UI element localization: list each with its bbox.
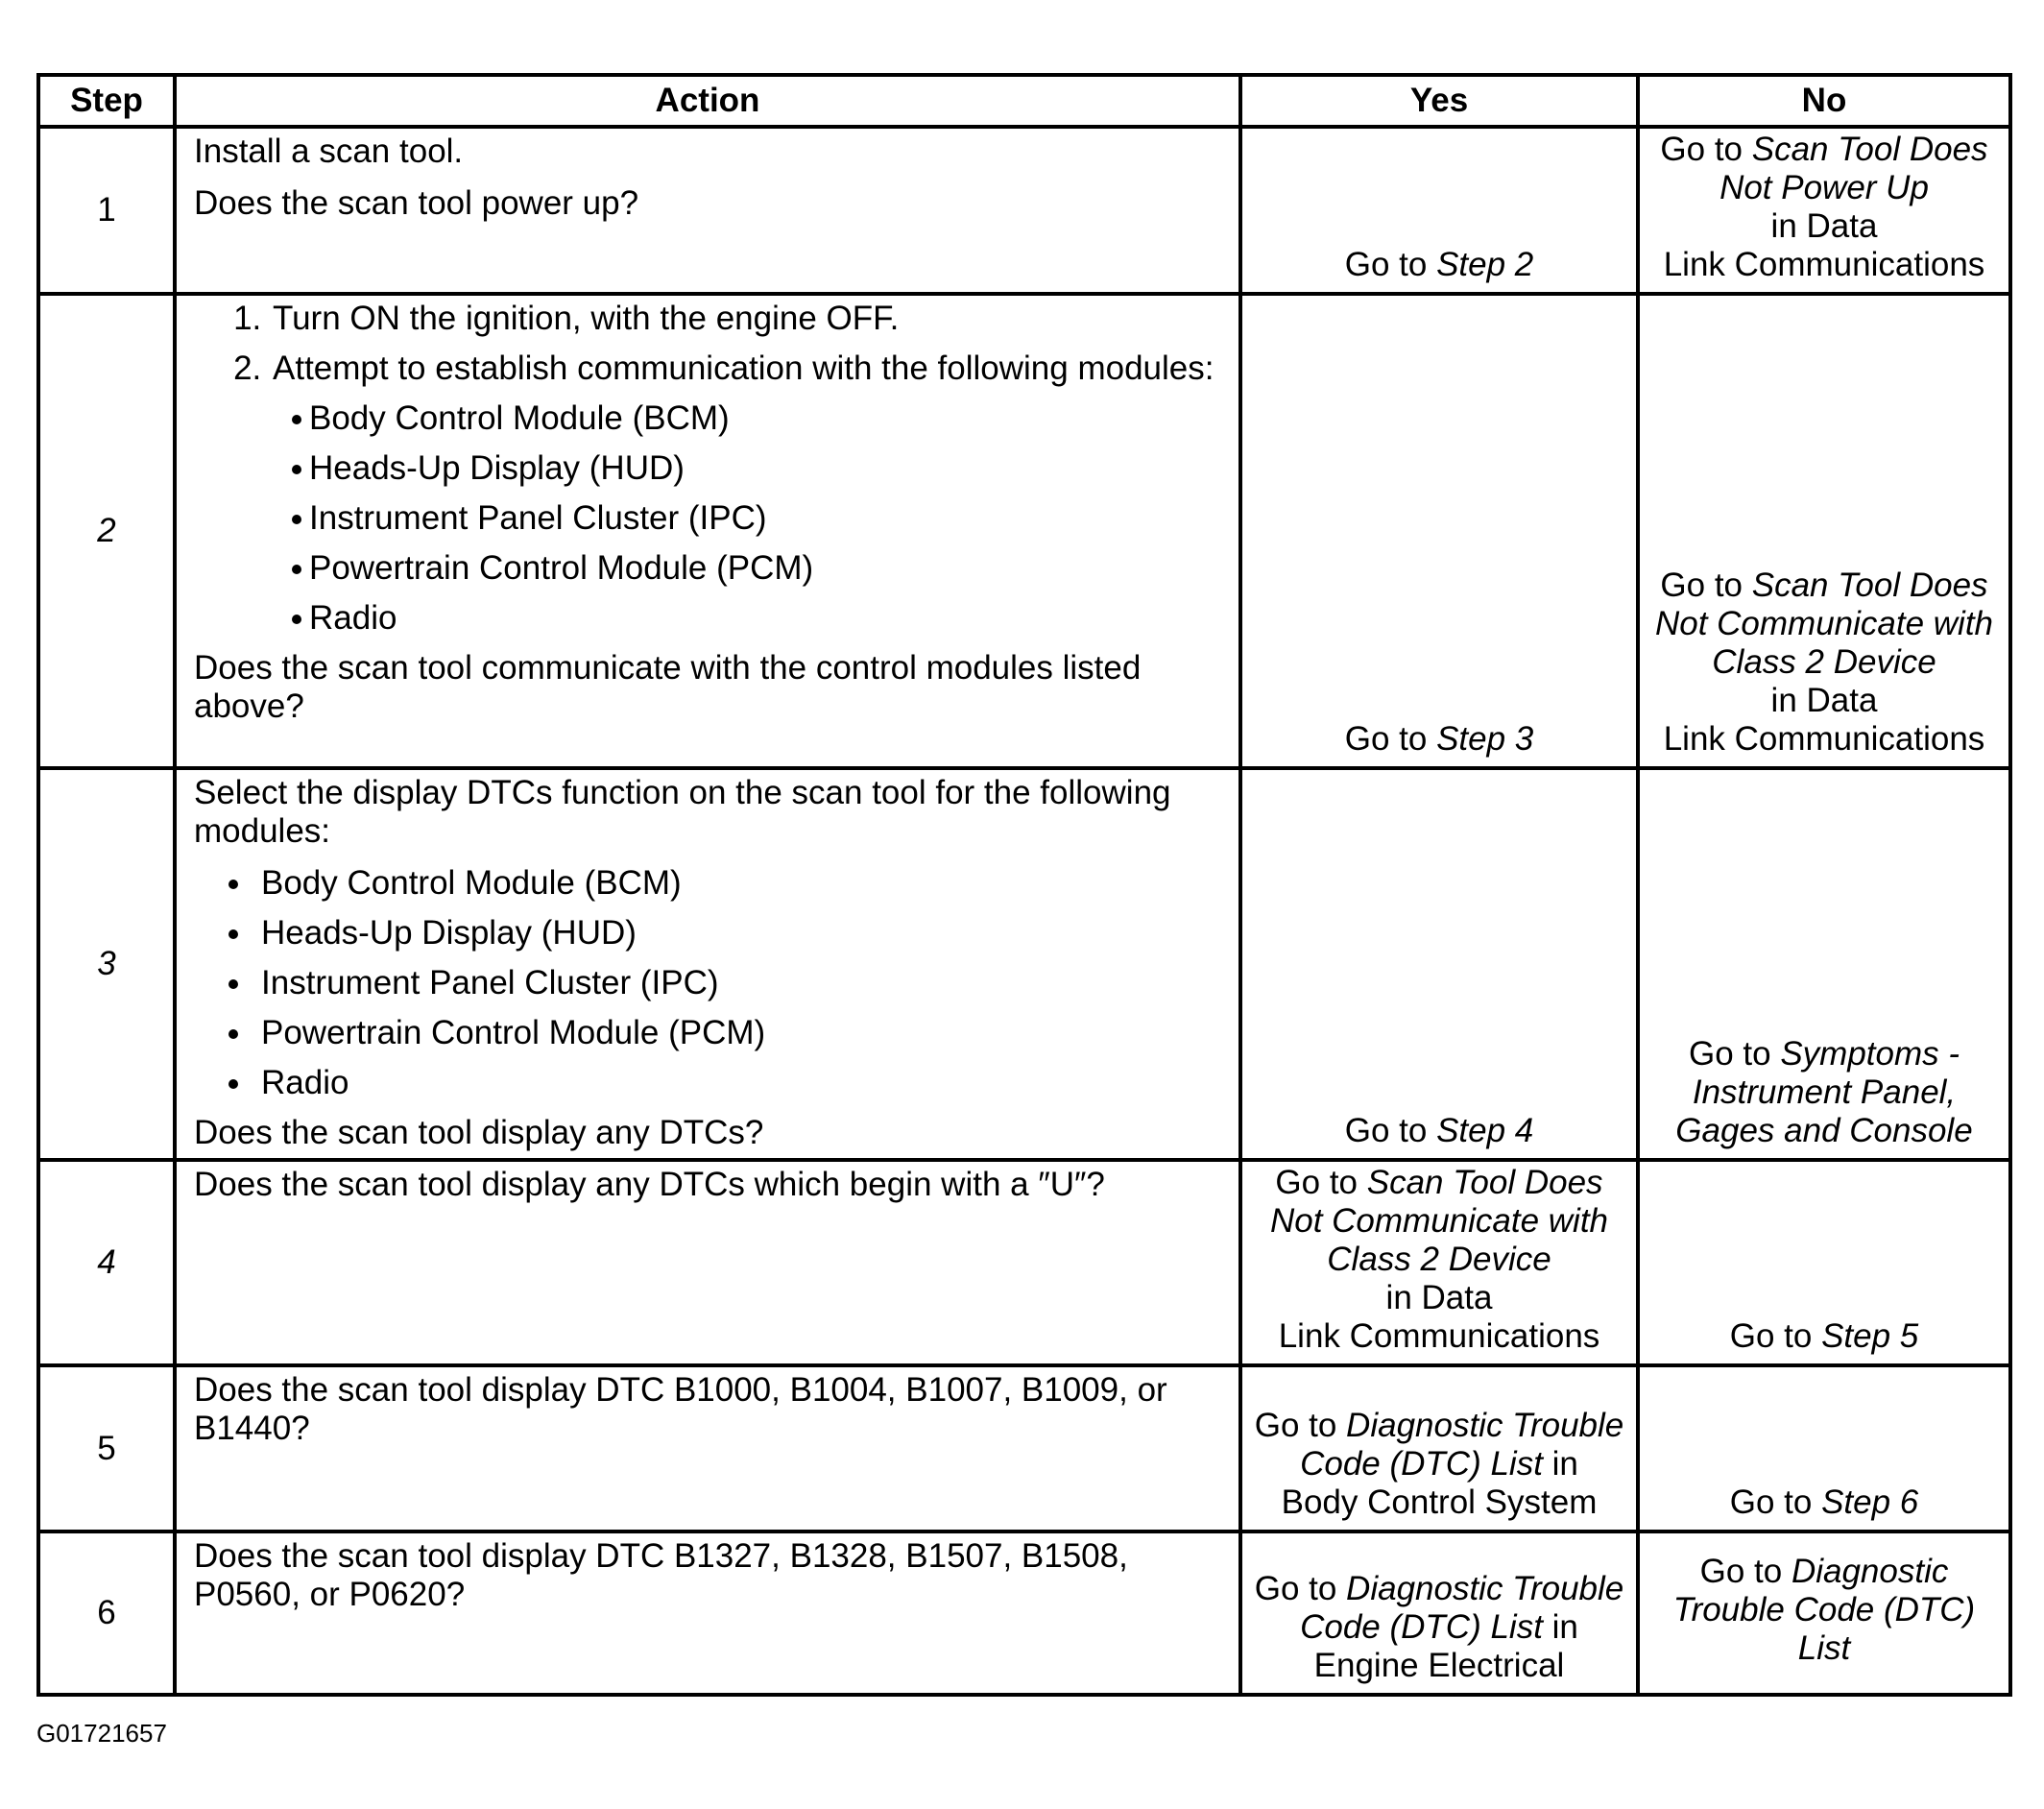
yes-cell (1240, 1532, 1638, 1695)
numbered-step: 1. Turn ON the ignition, with the engine OFF. (271, 300, 1223, 338)
yes-prefix: Go to (1344, 720, 1437, 758)
list-item: Instrument Panel Cluster (IPC) (194, 499, 1223, 538)
header-yes: Yes (1240, 75, 1638, 127)
numbered-step-text: Attempt to establish communication with the following modules: (273, 350, 1214, 387)
no-cell (1638, 1160, 2010, 1365)
action-cell (175, 1160, 1240, 1365)
bullet-icon (228, 880, 238, 889)
no-prefix: Go to (1699, 1553, 1792, 1590)
yes-cell (1240, 294, 1638, 768)
yes-cell (1240, 1160, 1638, 1365)
yes-location: in (1542, 1608, 1578, 1646)
no-link[interactable]: Symptoms - Instrument Panel, Gages and Console (1675, 1035, 1973, 1149)
list-item: Powertrain Control Module (PCM) (194, 549, 1223, 588)
table-row (38, 127, 2010, 294)
bullet-icon (292, 465, 301, 474)
header-step: Step (38, 75, 175, 127)
list-item: Heads-Up Display (HUD) (194, 449, 1223, 488)
yes-section: Link Communications (1278, 1317, 1600, 1355)
no-prefix: Go to (1729, 1483, 1822, 1521)
list-item: Body Control Module (BCM) (194, 399, 1223, 438)
no-prefix: Go to (1660, 567, 1752, 604)
table-row (38, 294, 2010, 768)
list-item: Instrument Panel Cluster (IPC) (194, 964, 1223, 1002)
yes-link[interactable]: Step 3 (1436, 720, 1534, 758)
action-question: Does the scan tool display DTC B1327, B1328, B1507, B1508, P0560, or P0620? (194, 1537, 1128, 1613)
yes-cell (1240, 1365, 1638, 1532)
bullet-icon (292, 415, 301, 424)
header-row (38, 75, 2010, 127)
action-question: Does the scan tool communicate with the control modules listed above? (194, 649, 1142, 725)
no-link[interactable]: Step 5 (1821, 1317, 1919, 1355)
action-cell (175, 294, 1240, 768)
no-link[interactable]: Step 6 (1821, 1483, 1919, 1521)
bullet-icon (228, 1029, 238, 1039)
figure-id: G01721657 (36, 1719, 167, 1748)
yes-section: Body Control System (1281, 1483, 1598, 1521)
list-item: Powertrain Control Module (PCM) (194, 1014, 1223, 1052)
no-prefix: Go to (1688, 1035, 1781, 1073)
bullet-icon (228, 929, 238, 939)
no-link[interactable]: Scan Tool Does Not Communicate with Class 2 Device (1654, 567, 1994, 681)
yes-link[interactable]: Step 2 (1436, 246, 1534, 283)
list-item: Heads-Up Display (HUD) (194, 914, 1223, 953)
bullet-icon (292, 565, 301, 574)
diagnostic-table (36, 73, 2012, 1697)
no-link[interactable]: Scan Tool Does Not Power Up (1719, 131, 1988, 206)
action-question: Does the scan tool display DTC B1000, B1004, B1007, B1009, or B1440? (194, 1371, 1167, 1447)
action-cell (175, 1532, 1240, 1695)
yes-prefix: Go to (1275, 1164, 1367, 1201)
yes-location: in Data (1385, 1279, 1493, 1316)
table-row (38, 1160, 2010, 1365)
no-section: Link Communications (1663, 720, 1985, 758)
action-text: Install a scan tool. (194, 133, 464, 170)
step-number: 2 (38, 294, 175, 768)
yes-prefix: Go to (1344, 1112, 1437, 1149)
header-no: No (1638, 75, 2010, 127)
yes-cell (1240, 127, 1638, 294)
list-item: Radio (194, 599, 1223, 638)
no-location: in Data (1770, 682, 1878, 719)
step-number: 3 (38, 768, 175, 1160)
no-cell (1638, 1532, 2010, 1695)
yes-link[interactable]: Step 4 (1436, 1112, 1534, 1149)
action-question: Does the scan tool display any DTCs? (194, 1114, 764, 1151)
table-row (38, 1365, 2010, 1532)
list-item: Radio (194, 1064, 1223, 1102)
step-number: 6 (38, 1532, 175, 1695)
list-item: Body Control Module (BCM) (194, 864, 1223, 903)
action-cell (175, 127, 1240, 294)
yes-prefix: Go to (1254, 1570, 1347, 1607)
action-cell (175, 768, 1240, 1160)
step-number: 1 (38, 127, 175, 294)
table-row (38, 1532, 2010, 1695)
no-cell (1638, 294, 2010, 768)
yes-section: Engine Electrical (1313, 1647, 1565, 1684)
bullet-icon (228, 1079, 238, 1089)
yes-location: in (1542, 1445, 1578, 1483)
bullet-icon (292, 515, 301, 524)
no-cell (1638, 1365, 2010, 1532)
yes-cell (1240, 768, 1638, 1160)
yes-link[interactable]: Diagnostic Trouble Code (DTC) List (1300, 1407, 1624, 1483)
bullet-icon (228, 979, 238, 989)
header-action: Action (175, 75, 1240, 127)
numbered-step (271, 350, 1223, 388)
no-prefix: Go to (1660, 131, 1752, 168)
no-location: in Data (1770, 207, 1878, 245)
step-number: 4 (38, 1160, 175, 1365)
no-cell (1638, 768, 2010, 1160)
no-cell (1638, 127, 2010, 294)
yes-prefix: Go to (1344, 246, 1437, 283)
yes-prefix: Go to (1254, 1407, 1347, 1444)
table-row (38, 768, 2010, 1160)
yes-link[interactable]: Scan Tool Does Not Communicate with Class 2 Device (1269, 1164, 1609, 1278)
step-number: 5 (38, 1365, 175, 1532)
no-link[interactable]: Diagnostic Trouble Code (DTC) List (1672, 1553, 1976, 1667)
action-cell (175, 1365, 1240, 1532)
action-intro: Select the display DTCs function on the scan tool for the following modules: (194, 774, 1171, 850)
no-section: Link Communications (1663, 246, 1985, 283)
action-question: Does the scan tool display any DTCs which begin with a ″U″? (194, 1166, 1105, 1203)
numbered-steps (194, 300, 1223, 388)
bullet-icon (292, 615, 301, 624)
no-prefix: Go to (1729, 1317, 1822, 1355)
action-question: Does the scan tool power up? (194, 184, 639, 222)
module-list (194, 399, 1223, 638)
module-list (194, 864, 1223, 1102)
yes-link[interactable]: Diagnostic Trouble Code (DTC) List (1300, 1570, 1624, 1646)
